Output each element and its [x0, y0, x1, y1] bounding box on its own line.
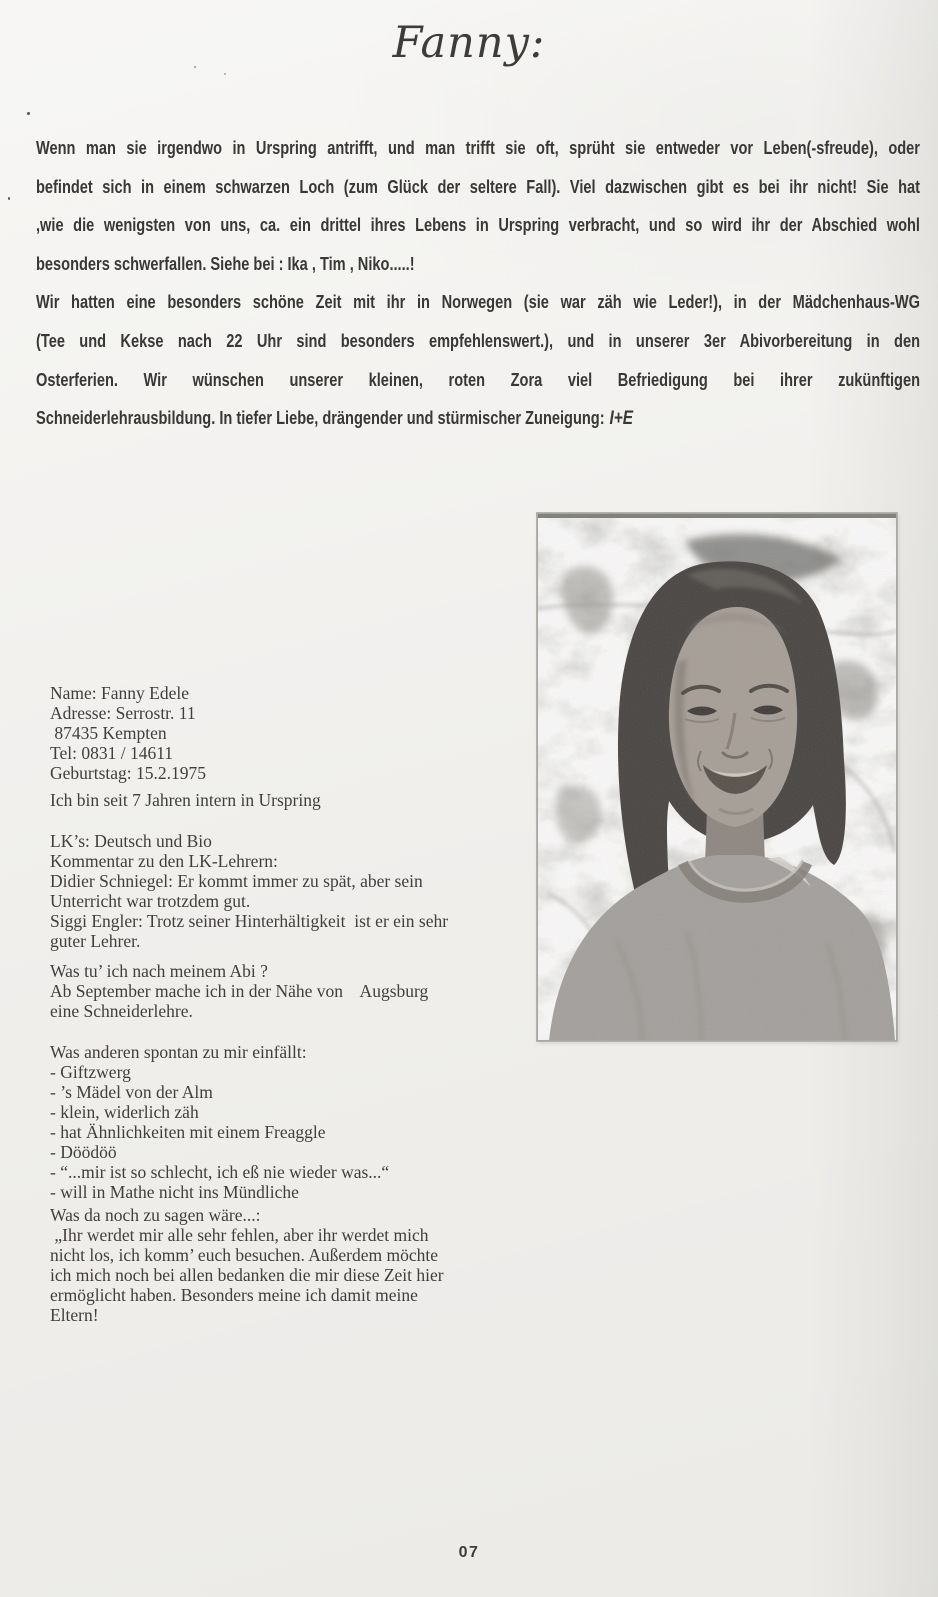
- intro-line: [36, 399, 920, 438]
- lk-line: Didier Schniegel: Er kommt immer zu spät, aber sein: [50, 871, 423, 891]
- closing-heading: Was da noch zu sagen wäre...:: [50, 1205, 261, 1225]
- abi-line: Was tu’ ich nach meinem Abi ?: [50, 961, 268, 981]
- intro-line: Osterferien. Wir wünschen unserer kleinen, roten Zora viel Befriedigung bei ihrer zukünftigen: [36, 369, 920, 390]
- profile-birthday-line: Geburtstag: 15.2.1975: [50, 763, 207, 783]
- abi-block: [50, 961, 540, 1021]
- lk-line: guter Lehrer.: [50, 931, 141, 951]
- portrait-photo-graphic: [537, 513, 897, 1041]
- profile-block: [50, 683, 540, 783]
- lk-line: Kommentar zu den LK-Lehrern:: [50, 851, 278, 871]
- profile-address-line: Adresse: Serrostr. 11: [50, 703, 196, 723]
- intro-line: befindet sich in einem schwarzen Loch (zum Glück der seltere Fall). Viel dazwischen gibt es bei ihr nicht! Sie hat: [36, 176, 920, 197]
- spontan-block: [50, 1042, 540, 1202]
- intro-line: (Tee und Kekse nach 22 Uhr sind besonders empfehlenswert.), und in unserer 3er Abivorbereitung in den: [36, 330, 920, 351]
- lk-block: [50, 831, 540, 951]
- abi-line: Ab September mache ich in der Nähe von Augsburg: [50, 981, 429, 1001]
- spontan-item: - hat Ähnlichkeiten mit einem Freaggle: [50, 1122, 326, 1142]
- spontan-heading: Was anderen spontan zu mir einfällt:: [50, 1042, 307, 1062]
- scan-speck: [224, 73, 226, 75]
- closing-block: [50, 1205, 540, 1325]
- closing-line: „Ihr werdet mir alle sehr fehlen, aber ihr werdet mich: [50, 1225, 429, 1245]
- lk-line: Siggi Engler: Trotz seiner Hinterhältigkeit ist er ein sehr: [50, 911, 449, 931]
- signature-initials: I+E: [609, 408, 634, 430]
- lk-line: Unterricht war trotzdem gut.: [50, 891, 251, 911]
- intern-line: Ich bin seit 7 Jahren intern in Urspring: [50, 790, 321, 810]
- portrait-photo: [537, 513, 897, 1041]
- spontan-item: - “...mir ist so schlecht, ich eß nie wieder was...“: [50, 1162, 390, 1182]
- abi-line: eine Schneiderlehre.: [50, 1001, 193, 1021]
- scan-speck: [194, 66, 196, 68]
- scan-speck: [8, 197, 10, 200]
- intern-block: [50, 790, 540, 810]
- closing-line: ermöglicht haben. Besonders meine ich damit meine: [50, 1285, 418, 1305]
- profile-phone-line: Tel: 0831 / 14611: [50, 743, 174, 763]
- profile-city-line: 87435 Kempten: [50, 723, 167, 743]
- intro-paragraph: [36, 129, 920, 438]
- intro-line: besonders schwerfallen. Siehe bei : Ika , Tim , Niko.....!: [36, 253, 415, 274]
- spontan-item: - Giftzwerg: [50, 1062, 131, 1082]
- closing-line: nicht los, ich komm’ euch besuchen. Außerdem möchte: [50, 1245, 438, 1265]
- lk-line: LK’s: Deutsch und Bio: [50, 831, 212, 851]
- profile-name-line: Name: Fanny Edele: [50, 683, 189, 703]
- scan-speck: [27, 112, 30, 115]
- intro-line: ,wie die wenigsten von uns, ca. ein drittel ihres Lebens in Urspring verbracht, und so wird ihr der Abschied wohl: [36, 215, 920, 236]
- spontan-item: - klein, widerlich zäh: [50, 1102, 199, 1122]
- spontan-item: - Döödöö: [50, 1142, 117, 1162]
- intro-line: Wenn man sie irgendwo in Urspring antrifft, und man trifft sie oft, sprüht sie entweder vor Leben(-sfreude), oder: [36, 138, 920, 158]
- page-number: 07: [458, 1544, 480, 1561]
- spontan-item: - ’s Mädel von der Alm: [50, 1082, 213, 1102]
- intro-line: Wir hatten eine besonders schöne Zeit mit ihr in Norwegen (sie war zäh wie Leder!), in der Mädchenhaus-WG: [36, 292, 920, 313]
- closing-line: ich mich noch bei allen bedanken die mir diese Zeit hier: [50, 1265, 444, 1285]
- closing-line: Eltern!: [50, 1305, 99, 1325]
- intro-line-text: Schneiderlehrausbildung. In tiefer Liebe, drängender und stürmischer Zuneigung:: [36, 408, 605, 429]
- spontan-item: - will in Mathe nicht ins Mündliche: [50, 1182, 299, 1202]
- page-title: Fanny:: [392, 18, 546, 68]
